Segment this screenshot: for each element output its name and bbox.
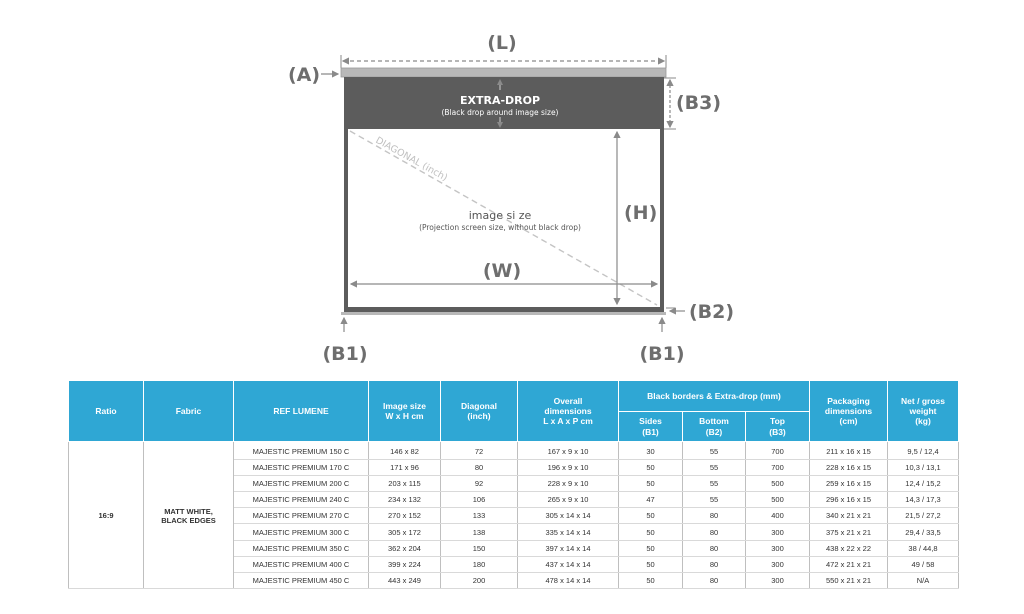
cell-weight: 9,5 / 12,4 — [888, 442, 959, 460]
table-row — [69, 442, 959, 460]
cell-top: 300 — [746, 556, 810, 572]
header-weight: Net / gross weight (kg) — [888, 381, 959, 442]
cell-sides: 50 — [619, 508, 683, 524]
cell-bottom: 55 — [683, 492, 746, 508]
header-bottom: Bottom (B2) — [683, 412, 746, 442]
cell-ref: MAJESTIC PREMIUM 170 C — [234, 460, 369, 476]
cell-sides: 50 — [619, 524, 683, 540]
screen-housing — [341, 68, 666, 77]
cell-bottom: 55 — [683, 442, 746, 460]
cell-top: 500 — [746, 492, 810, 508]
dim-label-B1-left: (B1) — [322, 343, 368, 365]
header-fabric: Fabric — [144, 381, 234, 442]
cell-overall: 196 x 9 x 10 — [518, 460, 619, 476]
cell-ref: MAJESTIC PREMIUM 240 C — [234, 492, 369, 508]
header-sides: Sides (B1) — [619, 412, 683, 442]
header-packaging: Packaging dimensions (cm) — [810, 381, 888, 442]
cell-diag: 133 — [441, 508, 518, 524]
cell-ref: MAJESTIC PREMIUM 150 C — [234, 442, 369, 460]
cell-image: 270 x 152 — [369, 508, 441, 524]
cell-overall: 265 x 9 x 10 — [518, 492, 619, 508]
cell-pack: 472 x 21 x 21 — [810, 556, 888, 572]
cell-diag: 106 — [441, 492, 518, 508]
cell-ref: MAJESTIC PREMIUM 300 C — [234, 524, 369, 540]
image-area-frame-bottom — [344, 307, 664, 312]
image-area-frame-left — [344, 129, 348, 311]
cell-sides: 50 — [619, 476, 683, 492]
cell-pack: 296 x 16 x 15 — [810, 492, 888, 508]
cell-ref: MAJESTIC PREMIUM 200 C — [234, 476, 369, 492]
cell-top: 400 — [746, 508, 810, 524]
cell-fabric: MATT WHITE, BLACK EDGES — [144, 442, 234, 589]
cell-pack: 259 x 16 x 15 — [810, 476, 888, 492]
cell-top: 300 — [746, 524, 810, 540]
dim-label-B1-right: (B1) — [639, 343, 685, 365]
dim-label-A: (A) — [288, 64, 321, 86]
cell-overall: 478 x 14 x 14 — [518, 572, 619, 588]
header-ref: REF LUMENE — [234, 381, 369, 442]
cell-bottom: 80 — [683, 572, 746, 588]
cell-ref: MAJESTIC PREMIUM 400 C — [234, 556, 369, 572]
image-size-title: image si ze — [468, 209, 532, 222]
header-ratio: Ratio — [69, 381, 144, 442]
cell-sides: 50 — [619, 540, 683, 556]
cell-top: 700 — [746, 442, 810, 460]
header-top: Top (B3) — [746, 412, 810, 442]
bottom-bar — [341, 312, 666, 315]
cell-sides: 47 — [619, 492, 683, 508]
cell-image: 234 x 132 — [369, 492, 441, 508]
cell-image: 146 x 82 — [369, 442, 441, 460]
cell-weight: 29,4 / 33,5 — [888, 524, 959, 540]
cell-diag: 92 — [441, 476, 518, 492]
dim-label-B2: (B2) — [689, 301, 735, 323]
cell-diag: 180 — [441, 556, 518, 572]
cell-image: 443 x 249 — [369, 572, 441, 588]
cell-sides: 50 — [619, 572, 683, 588]
cell-top: 700 — [746, 460, 810, 476]
table-body — [69, 442, 959, 589]
cell-weight: 12,4 / 15,2 — [888, 476, 959, 492]
dim-label-W: (W) — [482, 260, 522, 282]
cell-pack: 228 x 16 x 15 — [810, 460, 888, 476]
cell-diag: 138 — [441, 524, 518, 540]
header-overall: Overall dimensions L x A x P cm — [518, 381, 619, 442]
header-image-size: Image size W x H cm — [369, 381, 441, 442]
cell-top: 300 — [746, 540, 810, 556]
cell-weight: 38 / 44,8 — [888, 540, 959, 556]
extra-drop-title: EXTRA-DROP — [459, 94, 541, 107]
dim-label-B3: (B3) — [676, 92, 722, 114]
cell-sides: 50 — [619, 460, 683, 476]
cell-bottom: 80 — [683, 508, 746, 524]
cell-bottom: 80 — [683, 540, 746, 556]
cell-weight: 49 / 58 — [888, 556, 959, 572]
cell-diag: 80 — [441, 460, 518, 476]
cell-diag: 200 — [441, 572, 518, 588]
cell-overall: 305 x 14 x 14 — [518, 508, 619, 524]
dim-label-L: (L) — [487, 32, 517, 54]
cell-pack: 438 x 22 x 22 — [810, 540, 888, 556]
header-borders-group: Black borders & Extra-drop (mm) — [619, 381, 810, 412]
cell-image: 305 x 172 — [369, 524, 441, 540]
header-diagonal: Diagonal (inch) — [441, 381, 518, 442]
cell-bottom: 80 — [683, 524, 746, 540]
cell-weight: N/A — [888, 572, 959, 588]
cell-weight: 10,3 / 13,1 — [888, 460, 959, 476]
cell-bottom: 55 — [683, 476, 746, 492]
cell-overall: 437 x 14 x 14 — [518, 556, 619, 572]
image-size-subtitle: (Projection screen size, without black drop) — [419, 223, 581, 232]
cell-overall: 397 x 14 x 14 — [518, 540, 619, 556]
cell-ref: MAJESTIC PREMIUM 270 C — [234, 508, 369, 524]
cell-image: 203 x 115 — [369, 476, 441, 492]
cell-diag: 150 — [441, 540, 518, 556]
cell-ref: MAJESTIC PREMIUM 450 C — [234, 572, 369, 588]
cell-image: 399 x 224 — [369, 556, 441, 572]
cell-weight: 21,5 / 27,2 — [888, 508, 959, 524]
cell-pack: 211 x 16 x 15 — [810, 442, 888, 460]
cell-ref: MAJESTIC PREMIUM 350 C — [234, 540, 369, 556]
cell-bottom: 80 — [683, 556, 746, 572]
diagonal-label: DIAGONAL (inch) — [373, 135, 450, 184]
cell-overall: 335 x 14 x 14 — [518, 524, 619, 540]
cell-top: 500 — [746, 476, 810, 492]
cell-bottom: 55 — [683, 460, 746, 476]
cell-pack: 375 x 21 x 21 — [810, 524, 888, 540]
cell-overall: 228 x 9 x 10 — [518, 476, 619, 492]
specifications-table — [68, 380, 959, 589]
image-area-frame-right — [660, 129, 664, 311]
cell-top: 300 — [746, 572, 810, 588]
cell-pack: 550 x 21 x 21 — [810, 572, 888, 588]
cell-image: 362 x 204 — [369, 540, 441, 556]
extra-drop-subtitle: (Black drop around image size) — [441, 108, 559, 117]
cell-weight: 14,3 / 17,3 — [888, 492, 959, 508]
cell-overall: 167 x 9 x 10 — [518, 442, 619, 460]
cell-ratio: 16:9 — [69, 442, 144, 589]
cell-sides: 30 — [619, 442, 683, 460]
dim-label-H: (H) — [624, 202, 658, 224]
cell-pack: 340 x 21 x 21 — [810, 508, 888, 524]
cell-sides: 50 — [619, 556, 683, 572]
cell-image: 171 x 96 — [369, 460, 441, 476]
cell-diag: 72 — [441, 442, 518, 460]
